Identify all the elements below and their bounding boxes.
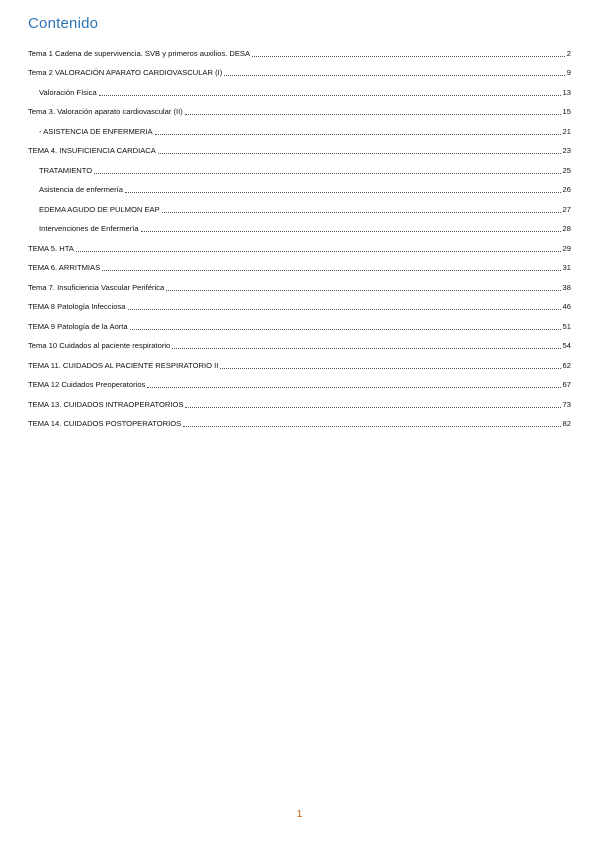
toc-entry-page: 28 (562, 224, 571, 233)
page-number: 1 (296, 809, 303, 820)
toc-dot-leader (252, 56, 565, 57)
toc-entry[interactable] (28, 312, 571, 332)
toc-entry-text: TEMA 11. CUIDADOS AL PACIENTE RESPIRATORIO II (28, 360, 219, 370)
toc-dot-leader (76, 251, 561, 252)
toc-entry[interactable] (28, 39, 571, 59)
toc-entry-page: 51 (562, 321, 571, 331)
toc-entry-text: TRATAMIENTO (39, 165, 93, 175)
toc-entry-page: 2 (566, 48, 571, 58)
toc-dot-leader (172, 348, 560, 349)
toc-subentry[interactable] (28, 78, 571, 98)
toc-dot-leader (99, 95, 561, 96)
toc-entry-page: 73 (562, 399, 571, 409)
toc-list (28, 39, 571, 429)
toc-entry-text: TEMA 9 Patología de la Aorta (28, 321, 128, 331)
toc-subentry[interactable] (28, 156, 571, 176)
toc-entry-text: Valoración Física (39, 87, 97, 97)
toc-entry-text: Tema 1 Cadena de supervivencia. SVB y primeros auxilios. DESA (28, 48, 251, 58)
toc-dot-leader (185, 114, 561, 115)
toc-entry-page: 31 (562, 263, 571, 272)
toc-dot-leader (158, 153, 561, 154)
toc-subentry[interactable] (28, 117, 571, 137)
toc-subentry[interactable] (28, 176, 571, 196)
toc-entry-text: TEMA 5. HTA (28, 243, 74, 253)
toc-dot-leader (128, 309, 561, 310)
toc-entry[interactable] (28, 234, 571, 254)
toc-entry-page: 15 (562, 107, 571, 116)
toc-dot-leader (94, 173, 560, 174)
toc-entry-text: Tema 3. Valoración aparato cardiovascular (II) (28, 107, 183, 116)
toc-dot-leader (155, 134, 561, 135)
toc-dot-leader (125, 192, 561, 193)
toc-entry-text: TEMA 13. CUIDADOS INTRAOPERATORIOS (28, 399, 184, 409)
toc-entry-page: 54 (562, 341, 571, 350)
toc-entry-text: Asistencia de enfermería (39, 185, 123, 194)
toc-entry-text: Tema 10 Cuidados al paciente respiratorio (28, 341, 171, 350)
toc-entry-page: 38 (562, 282, 571, 292)
toc-title: Contenido (28, 15, 99, 32)
toc-entry-text: TEMA 14. CUIDADOS POSTOPERATORIOS (28, 419, 182, 428)
toc-dot-leader (130, 329, 561, 330)
toc-entry-page: 67 (562, 380, 571, 389)
toc-dot-leader (185, 407, 560, 408)
toc-entry[interactable] (28, 254, 571, 274)
toc-dot-leader (183, 426, 560, 427)
toc-entry-page: 13 (562, 87, 571, 97)
toc-entry-page: 26 (562, 185, 571, 194)
toc-dot-leader (102, 270, 560, 271)
toc-entry-text: TEMA 4. INSUFICIENCIA CARDIACA (28, 146, 156, 155)
toc-entry-text: Intervenciones de Enfermería (39, 224, 139, 233)
toc-dot-leader (166, 290, 560, 291)
toc-entry[interactable] (28, 137, 571, 157)
toc-entry-page: 29 (562, 243, 571, 253)
toc-entry[interactable] (28, 98, 571, 118)
toc-entry-page: 62 (562, 360, 571, 370)
toc-entry[interactable] (28, 332, 571, 352)
toc-dot-leader (224, 75, 565, 76)
toc-entry-text: TEMA 8 Patología Infecciosa (28, 302, 126, 311)
toc-entry-text: TEMA 6. ARRITMIAS (28, 263, 101, 272)
toc-entry[interactable] (28, 410, 571, 430)
toc-dot-leader (220, 368, 560, 369)
toc-subentry[interactable] (28, 195, 571, 215)
toc-dot-leader (147, 387, 560, 388)
toc-subentry[interactable] (28, 215, 571, 235)
toc-entry-text: EDEMA AGUDO DE PULMON EAP (39, 204, 160, 214)
toc-entry-text: - ASISTENCIA DE ENFERMERIA (39, 126, 153, 136)
toc-entry-text: Tema 7. Insuficiencia Vascular Periférica (28, 282, 165, 292)
toc-entry-page: 9 (566, 68, 571, 77)
toc-entry-page: 27 (562, 204, 571, 214)
toc-entry[interactable] (28, 351, 571, 371)
toc-entry-page: 46 (562, 302, 571, 311)
toc-entry[interactable] (28, 293, 571, 313)
toc-entry-text: Tema 2 VALORACIÓN APARATO CARDIOVASCULAR (I) (28, 68, 223, 77)
toc-entry[interactable] (28, 390, 571, 410)
toc-entry[interactable] (28, 371, 571, 391)
toc-entry-page: 25 (562, 165, 571, 175)
toc-dot-leader (141, 231, 561, 232)
toc-entry-page: 82 (562, 419, 571, 428)
toc-entry-page: 21 (562, 126, 571, 136)
toc-entry[interactable] (28, 273, 571, 293)
toc-entry[interactable] (28, 59, 571, 79)
toc-dot-leader (162, 212, 561, 213)
toc-entry-text: TEMA 12 Cuidados Preoperatorios (28, 380, 146, 389)
toc-entry-page: 23 (562, 146, 571, 155)
